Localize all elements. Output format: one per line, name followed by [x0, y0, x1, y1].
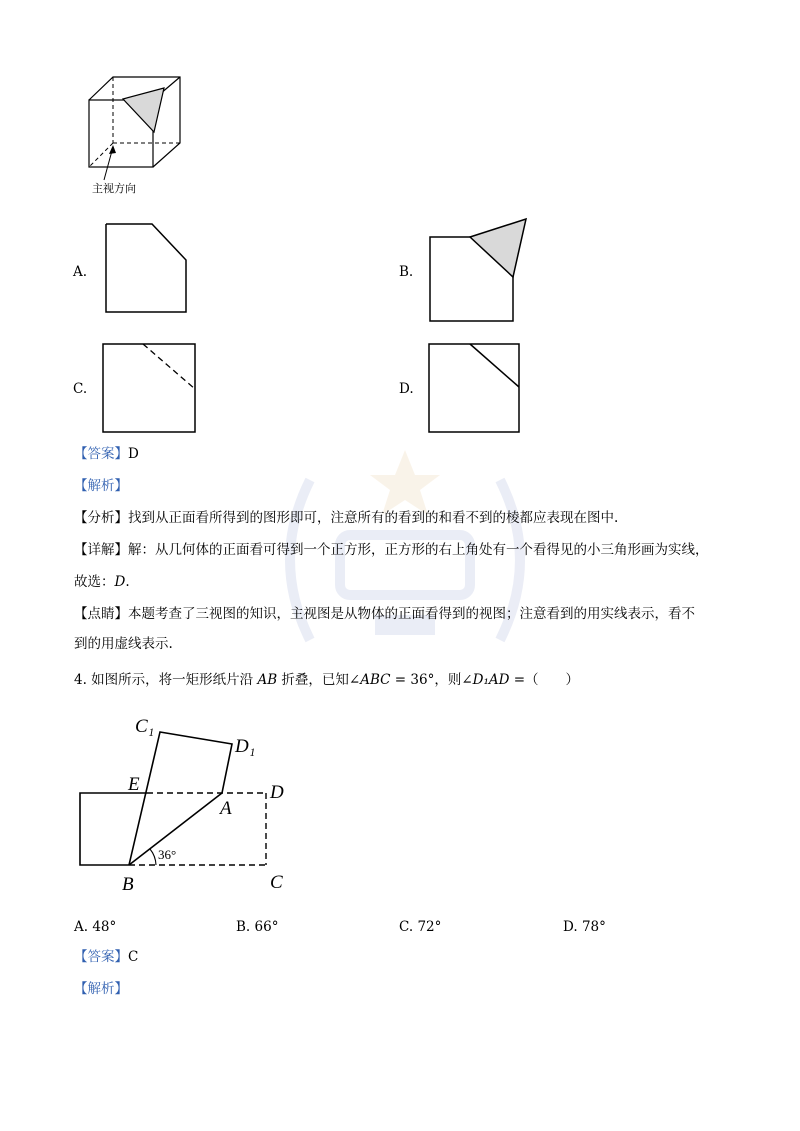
q4-answer-value: C	[128, 949, 139, 965]
fenxi-text: 找到从正面看所得到的图形即可，注意所有的看到的和看不到的棱都应表现在图中.	[128, 510, 619, 526]
xiangjie-choice-prefix: 故选：	[74, 574, 115, 590]
q4-option-b	[236, 917, 278, 937]
option-b-letter: B.	[399, 264, 414, 280]
analysis-tag: 【解析】	[74, 478, 128, 494]
option-c-letter: C.	[73, 381, 88, 397]
q4-stem-eq: = 36°，则∠	[390, 672, 473, 688]
q4-stem-ab: AB	[257, 672, 278, 688]
q4-option-a-letter: A.	[74, 919, 93, 935]
q4-option-b-letter: B.	[236, 919, 255, 935]
option-b-figure	[428, 215, 528, 325]
q3-dianjing-line1	[74, 604, 695, 624]
answer-tag: 【答案】	[74, 446, 128, 462]
q3-xiangjie-line1	[74, 540, 709, 560]
label-d1: D₁	[235, 736, 256, 757]
fold-figure	[70, 710, 310, 895]
option-d-letter: D.	[399, 381, 414, 397]
q4-option-d-value: 78°	[581, 919, 606, 935]
q3-xiangjie-line2	[74, 572, 130, 592]
xiangjie-tag: 【详解】	[74, 542, 128, 558]
q4-stem-prefix: 4. 如图所示，将一矩形纸片沿	[74, 672, 258, 688]
dianjing-text: 本题考查了三视图的知识，主视图是从物体的正面看得到的视图；注意看到的用实线表示，看不	[128, 606, 695, 622]
q4-answer	[74, 947, 138, 967]
q4-answer-tag: 【答案】	[74, 949, 128, 965]
option-a-letter: A.	[73, 264, 88, 280]
label-a: A	[220, 798, 232, 819]
view-direction-caption: 主视方向	[92, 182, 136, 195]
xiangjie-choice-suffix: .	[125, 574, 130, 590]
dianjing-tag: 【点睛】	[74, 606, 128, 622]
xiangjie-choice: D	[114, 574, 126, 590]
q4-option-c-value: 72°	[417, 919, 442, 935]
fenxi-tag: 【分析】	[74, 510, 128, 526]
q4-option-a-value: 48°	[92, 919, 117, 935]
q3-analysis-header	[74, 476, 128, 496]
q4-stem-end: =（ ）	[509, 672, 580, 688]
q4-option-d	[563, 917, 606, 937]
q4-option-c	[399, 917, 441, 937]
option-d-figure	[427, 342, 521, 434]
q4-option-d-letter: D.	[563, 919, 582, 935]
answer-value: D	[128, 446, 139, 462]
q3-dianjing-line2: 到的用虚线表示.	[74, 636, 173, 652]
label-b: B	[122, 874, 134, 895]
q4-option-c-letter: C.	[399, 919, 418, 935]
q4-option-b-value: 66°	[254, 919, 279, 935]
label-c: C	[270, 872, 283, 893]
q4-analysis-header	[74, 979, 128, 999]
option-a-figure	[104, 222, 190, 314]
label-c1: C₁	[135, 716, 155, 737]
label-d: D	[270, 782, 284, 803]
q4-analysis-tag: 【解析】	[74, 981, 128, 997]
q3-fenxi	[74, 508, 618, 528]
q4-stem-abc: ABC	[360, 672, 391, 688]
option-c-figure	[101, 342, 197, 434]
q4-option-a	[74, 917, 116, 937]
q3-answer	[74, 444, 139, 464]
label-e: E	[128, 774, 140, 795]
label-angle: 36°	[158, 847, 177, 862]
q4-stem-mid: 折叠，已知∠	[277, 672, 361, 688]
xiangjie-text: 解：从几何体的正面看可得到一个正方形，正方形的右上角处有一个看得见的小三角形画为实线，	[128, 542, 709, 558]
q4-stem-d1ad: D₁AD	[472, 672, 510, 688]
q4-stem	[74, 670, 579, 690]
